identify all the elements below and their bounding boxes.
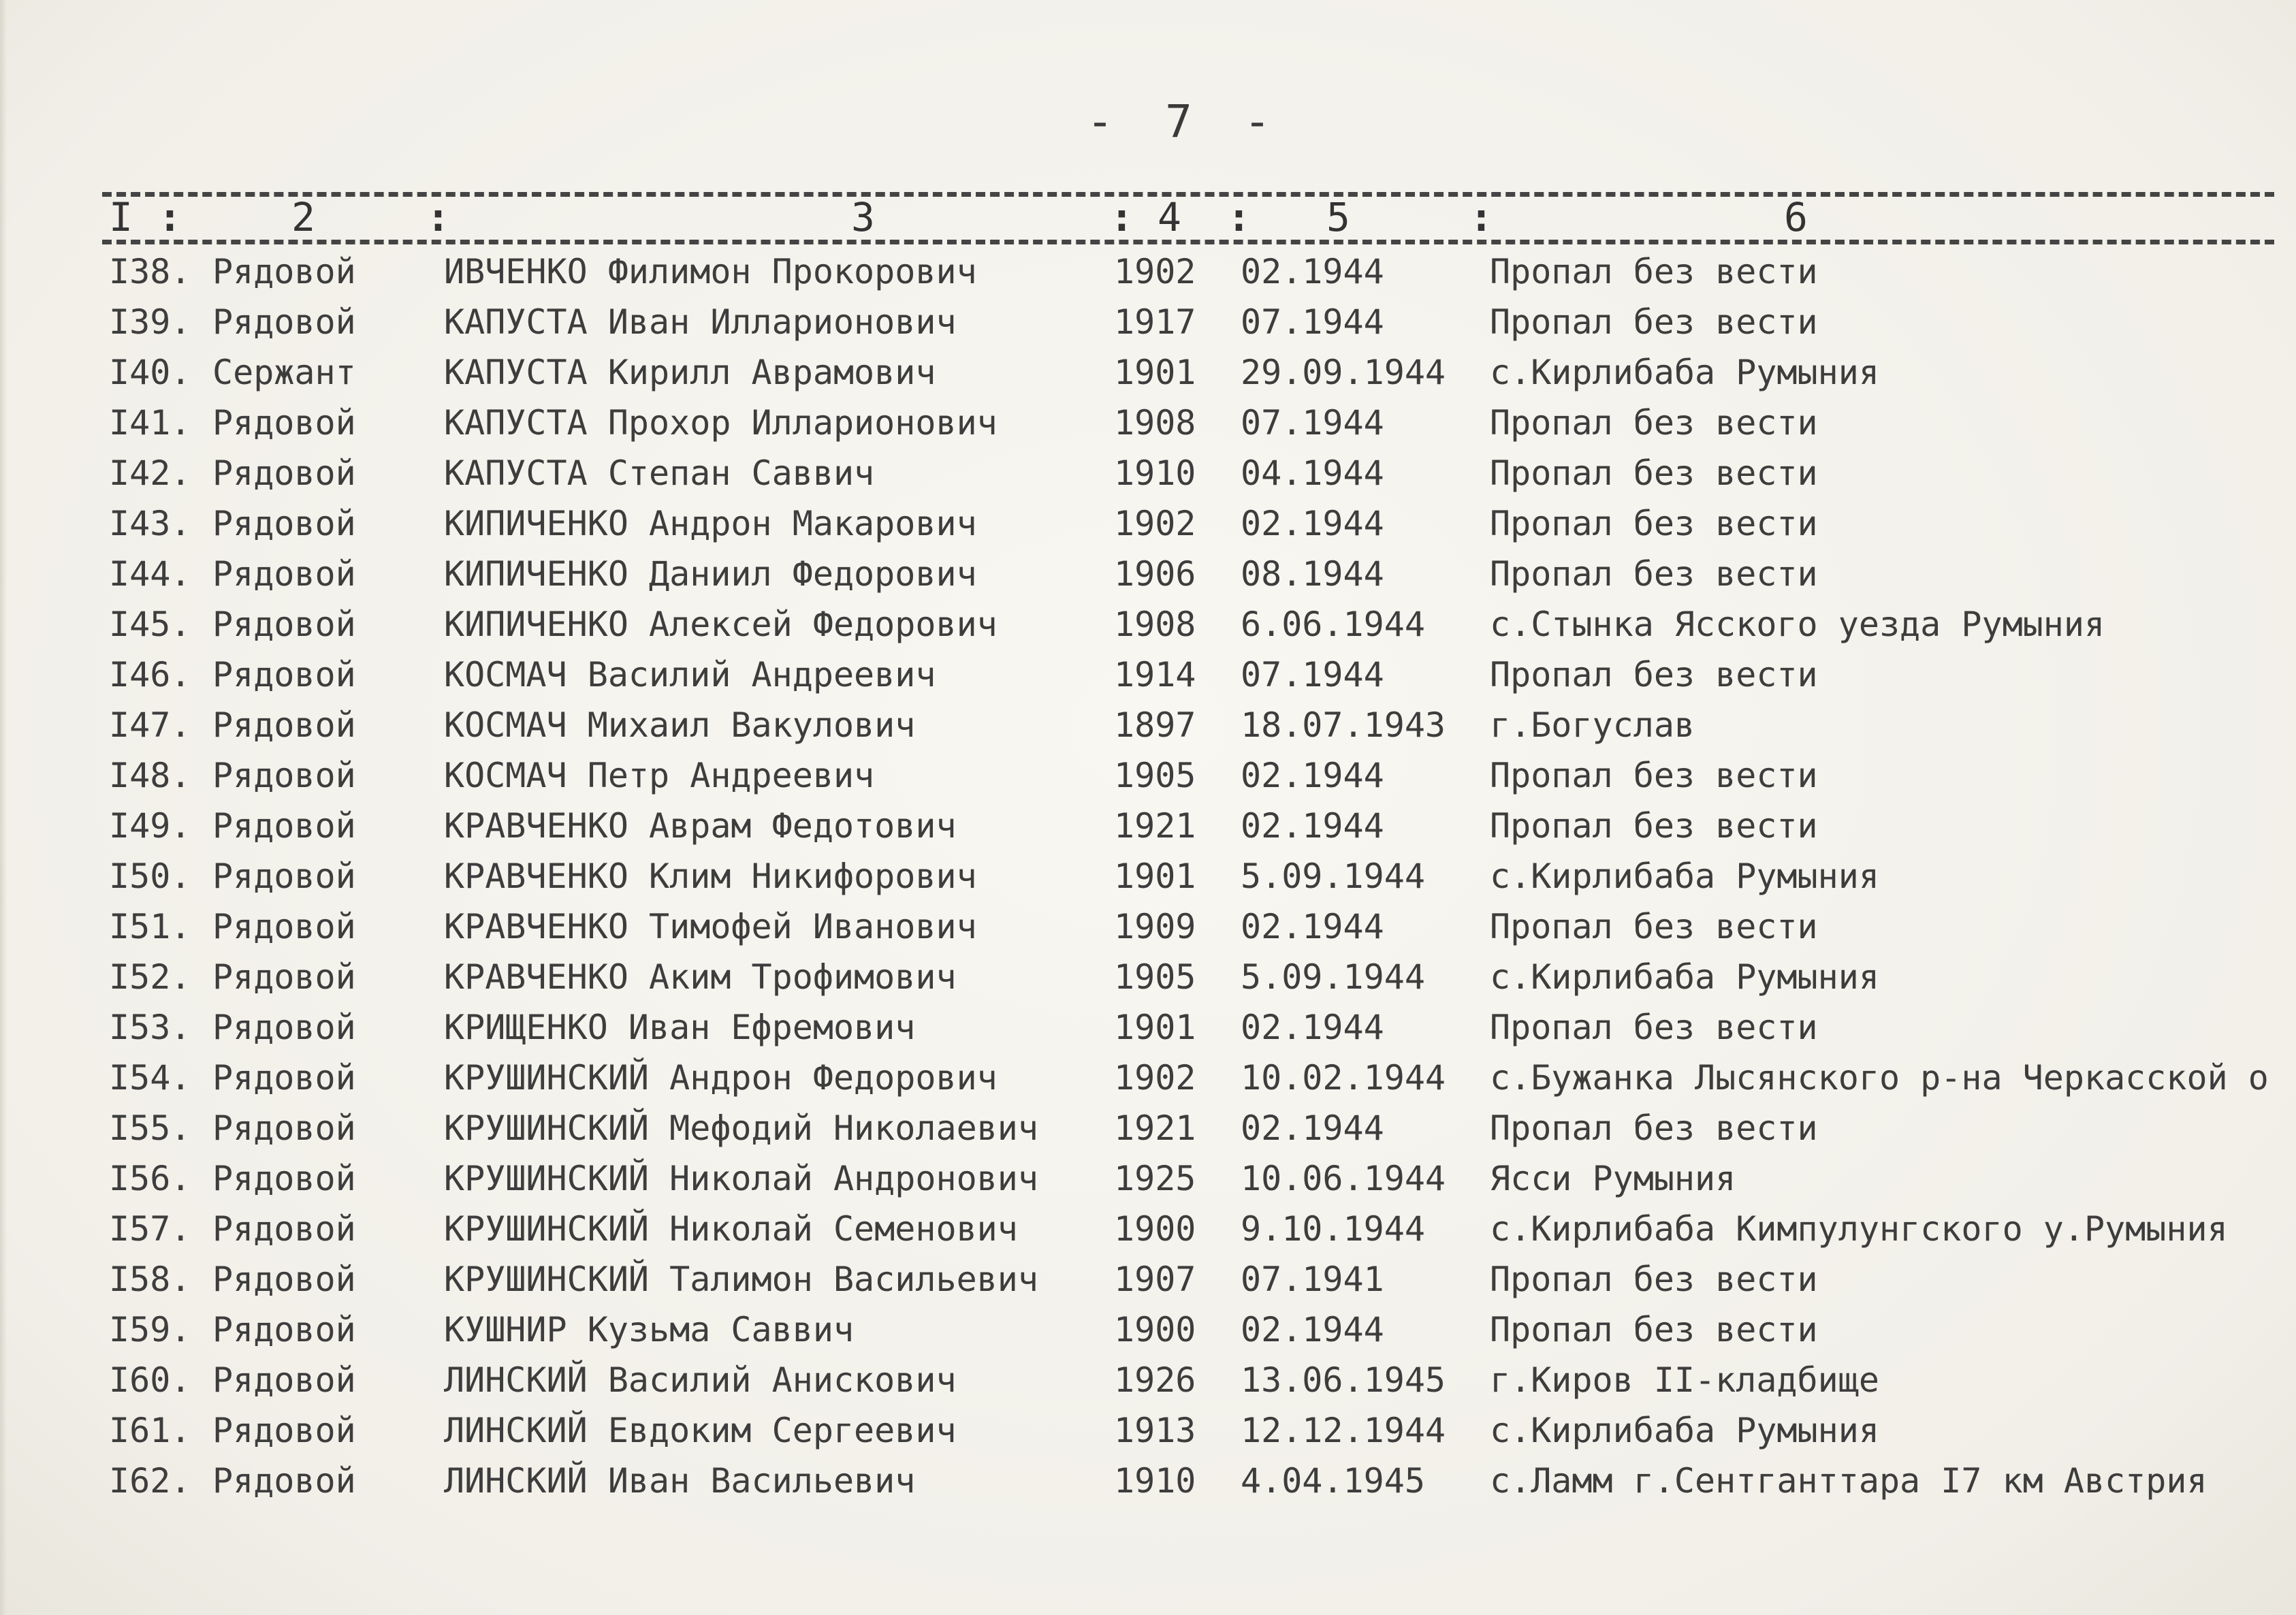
table-row <box>0 1360 2296 1408</box>
entry-rank: Сержант <box>212 353 356 392</box>
column-4-header: 4 <box>1158 194 1181 240</box>
entry-name: КРАВЧЕНКО Тимофей Иванович <box>444 907 977 946</box>
table-row <box>0 1310 2296 1358</box>
entry-fate: Пропал без вести <box>1490 554 1818 594</box>
entry-rank: Рядовой <box>212 302 356 342</box>
entry-fate: Пропал без вести <box>1490 756 1818 795</box>
entry-number: I60. <box>109 1360 191 1400</box>
entry-birth-year: 1897 <box>1114 705 1196 745</box>
entry-name: ЛИНСКИЙ Василий Анискович <box>444 1360 957 1400</box>
entry-fate: с.Бужанка Лысянского р-на Черкасской о <box>1490 1058 2269 1098</box>
entry-number: I62. <box>109 1461 191 1501</box>
entry-fate: с.Кирлибаба Румыния <box>1490 957 1879 997</box>
entry-number: I55. <box>109 1108 191 1148</box>
column-6-header: 6 <box>1784 194 1808 240</box>
entry-number: I47. <box>109 705 191 745</box>
entry-birth-year: 1907 <box>1114 1260 1196 1299</box>
table-row <box>0 1411 2296 1458</box>
entry-fate: с.Стынка Ясского уезда Румыния <box>1490 605 2105 644</box>
entry-rank: Рядовой <box>212 554 356 594</box>
entry-date: 5.09.1944 <box>1241 957 1425 997</box>
entry-name: КОСМАЧ Михаил Вакулович <box>444 705 916 745</box>
entry-rank: Рядовой <box>212 605 356 644</box>
entry-name: КИПИЧЕНКО Андрон Макарович <box>444 504 977 543</box>
entry-name: КРАВЧЕНКО Клим Никифорович <box>444 857 977 896</box>
entry-date: 9.10.1944 <box>1241 1209 1425 1249</box>
entry-date: 6.06.1944 <box>1241 605 1425 644</box>
entry-fate: Пропал без вести <box>1490 1108 1818 1148</box>
table-row <box>0 504 2296 551</box>
entry-birth-year: 1900 <box>1114 1209 1196 1249</box>
entry-birth-year: 1926 <box>1114 1360 1196 1400</box>
entry-birth-year: 1908 <box>1114 605 1196 644</box>
entry-fate: г.Киров II-кладбище <box>1490 1360 1879 1400</box>
entry-fate: с.Ламм г.Сентганттара I7 км Австрия <box>1490 1461 2207 1501</box>
entry-birth-year: 1908 <box>1114 403 1196 443</box>
entry-number: I56. <box>109 1159 191 1198</box>
entry-date: 12.12.1944 <box>1241 1411 1446 1450</box>
entry-fate: Пропал без вести <box>1490 1260 1818 1299</box>
column-separator: : <box>426 194 450 240</box>
entry-date: 13.06.1945 <box>1241 1360 1446 1400</box>
table-row <box>0 1159 2296 1206</box>
table-row <box>0 302 2296 350</box>
table-row <box>0 554 2296 602</box>
entry-name: КРУШИНСКИЙ Николай Семенович <box>444 1209 1018 1249</box>
entry-number: I49. <box>109 806 191 846</box>
entry-date: 5.09.1944 <box>1241 857 1425 896</box>
entry-rank: Рядовой <box>212 1310 356 1349</box>
entry-fate: с.Кирлибаба Румыния <box>1490 857 1879 896</box>
entry-birth-year: 1905 <box>1114 957 1196 997</box>
entry-name: КАПУСТА Кирилл Аврамович <box>444 353 936 392</box>
entry-name: ЛИНСКИЙ Евдоким Сергеевич <box>444 1411 957 1450</box>
entry-number: I38. <box>109 252 191 291</box>
entry-number: I50. <box>109 857 191 896</box>
entry-number: I42. <box>109 453 191 493</box>
column-separator: : <box>1110 194 1134 240</box>
table-row <box>0 1461 2296 1509</box>
entry-number: I59. <box>109 1310 191 1349</box>
entry-date: 10.02.1944 <box>1241 1058 1446 1098</box>
table-row <box>0 756 2296 803</box>
entry-name: КРУШИНСКИЙ Андрон Федорович <box>444 1058 998 1098</box>
entry-rank: Рядовой <box>212 1008 356 1047</box>
entry-rank: Рядовой <box>212 1411 356 1450</box>
table-row <box>0 353 2296 400</box>
column-separator: : <box>158 194 182 240</box>
entry-fate: Пропал без вести <box>1490 1310 1818 1349</box>
entry-birth-year: 1917 <box>1114 302 1196 342</box>
entry-name: КИПИЧЕНКО Алексей Федорович <box>444 605 998 644</box>
entry-birth-year: 1921 <box>1114 806 1196 846</box>
entry-rank: Рядовой <box>212 1058 356 1098</box>
entry-rank: Рядовой <box>212 504 356 543</box>
entry-birth-year: 1913 <box>1114 1411 1196 1450</box>
entry-birth-year: 1925 <box>1114 1159 1196 1198</box>
table-row <box>0 453 2296 501</box>
entry-fate: с.Кирлибаба Румыния <box>1490 1411 1879 1450</box>
entry-fate: Ясси Румыния <box>1490 1159 1736 1198</box>
entry-rank: Рядовой <box>212 907 356 946</box>
entry-date: 02.1944 <box>1241 756 1384 795</box>
entry-rank: Рядовой <box>212 453 356 493</box>
entry-date: 07.1944 <box>1241 403 1384 443</box>
entry-rank: Рядовой <box>212 1461 356 1501</box>
entry-fate: Пропал без вести <box>1490 252 1818 291</box>
entry-name: КРИЩЕНКО Иван Ефремович <box>444 1008 916 1047</box>
entry-number: I48. <box>109 756 191 795</box>
column-2-header: 2 <box>291 194 315 240</box>
entry-birth-year: 1902 <box>1114 504 1196 543</box>
entry-number: I61. <box>109 1411 191 1450</box>
entry-number: I45. <box>109 605 191 644</box>
entry-rank: Рядовой <box>212 705 356 745</box>
entry-number: I39. <box>109 302 191 342</box>
entry-rank: Рядовой <box>212 655 356 694</box>
table-row <box>0 907 2296 955</box>
entry-name: КУШНИР Кузьма Саввич <box>444 1310 855 1349</box>
entry-name: КРАВЧЕНКО Аврам Федотович <box>444 806 957 846</box>
table-row <box>0 1209 2296 1257</box>
entry-date: 02.1944 <box>1241 504 1384 543</box>
entry-number: I54. <box>109 1058 191 1098</box>
entry-birth-year: 1901 <box>1114 353 1196 392</box>
entry-number: I57. <box>109 1209 191 1249</box>
column-separator: : <box>1469 194 1493 240</box>
entry-date: 29.09.1944 <box>1241 353 1446 392</box>
table-header-rule <box>102 240 2274 244</box>
entry-rank: Рядовой <box>212 403 356 443</box>
entry-name: ЛИНСКИЙ Иван Васильевич <box>444 1461 916 1501</box>
entry-birth-year: 1901 <box>1114 857 1196 896</box>
entry-number: I46. <box>109 655 191 694</box>
entry-birth-year: 1902 <box>1114 252 1196 291</box>
entry-fate: Пропал без вести <box>1490 655 1818 694</box>
table-column-header <box>0 194 2296 242</box>
entry-name: КАПУСТА Прохор Илларионович <box>444 403 998 443</box>
entry-number: I40. <box>109 353 191 392</box>
column-separator: : <box>1227 194 1251 240</box>
entry-date: 18.07.1943 <box>1241 705 1446 745</box>
table-row <box>0 403 2296 451</box>
entry-fate: Пропал без вести <box>1490 403 1818 443</box>
entry-date: 08.1944 <box>1241 554 1384 594</box>
column-5-header: 5 <box>1326 194 1350 240</box>
entry-rank: Рядовой <box>212 957 356 997</box>
table-row <box>0 655 2296 703</box>
entry-number: I41. <box>109 403 191 443</box>
entry-date: 02.1944 <box>1241 1008 1384 1047</box>
entry-rank: Рядовой <box>212 1159 356 1198</box>
entry-fate: Пропал без вести <box>1490 302 1818 342</box>
entry-rank: Рядовой <box>212 857 356 896</box>
entry-date: 04.1944 <box>1241 453 1384 493</box>
table-row <box>0 1260 2296 1307</box>
entry-birth-year: 1909 <box>1114 907 1196 946</box>
entry-fate: Пропал без вести <box>1490 504 1818 543</box>
entry-date: 10.06.1944 <box>1241 1159 1446 1198</box>
entry-number: I58. <box>109 1260 191 1299</box>
entry-name: КРУШИНСКИЙ Мефодий Николаевич <box>444 1108 1038 1148</box>
table-row <box>0 1058 2296 1106</box>
table-row <box>0 806 2296 854</box>
entry-fate: с.Кирлибаба Кимпулунгского у.Румыния <box>1490 1209 2228 1249</box>
entry-rank: Рядовой <box>212 806 356 846</box>
entry-birth-year: 1901 <box>1114 1008 1196 1047</box>
entry-rank: Рядовой <box>212 252 356 291</box>
entry-rank: Рядовой <box>212 1360 356 1400</box>
entry-birth-year: 1905 <box>1114 756 1196 795</box>
entry-number: I43. <box>109 504 191 543</box>
entry-name: КАПУСТА Иван Илларионович <box>444 302 957 342</box>
entry-rank: Рядовой <box>212 1209 356 1249</box>
entry-date: 07.1944 <box>1241 302 1384 342</box>
entry-date: 02.1944 <box>1241 806 1384 846</box>
entry-name: КИПИЧЕНКО Даниил Федорович <box>444 554 977 594</box>
entry-date: 02.1944 <box>1241 907 1384 946</box>
entry-fate: Пропал без вести <box>1490 1008 1818 1047</box>
entry-fate: г.Богуслав <box>1490 705 1695 745</box>
entry-number: I44. <box>109 554 191 594</box>
entry-name: КОСМАЧ Василий Андреевич <box>444 655 936 694</box>
entry-name: КРАВЧЕНКО Аким Трофимович <box>444 957 957 997</box>
page-number: - 7 - <box>1086 95 1283 148</box>
table-row <box>0 857 2296 904</box>
column-3-header: 3 <box>851 194 875 240</box>
entry-number: I53. <box>109 1008 191 1047</box>
entry-fate: Пропал без вести <box>1490 806 1818 846</box>
entry-fate: с.Кирлибаба Румыния <box>1490 353 1879 392</box>
entry-birth-year: 1914 <box>1114 655 1196 694</box>
entry-rank: Рядовой <box>212 756 356 795</box>
entry-birth-year: 1910 <box>1114 1461 1196 1501</box>
entry-birth-year: 1900 <box>1114 1310 1196 1349</box>
entry-date: 02.1944 <box>1241 1108 1384 1148</box>
entry-number: I52. <box>109 957 191 997</box>
entry-name: КАПУСТА Степан Саввич <box>444 453 875 493</box>
entry-rank: Рядовой <box>212 1260 356 1299</box>
table-row <box>0 1008 2296 1055</box>
entry-date: 07.1944 <box>1241 655 1384 694</box>
table-row <box>0 705 2296 753</box>
table-row <box>0 605 2296 652</box>
entry-name: КРУШИНСКИЙ Талимон Васильевич <box>444 1260 1038 1299</box>
entry-birth-year: 1921 <box>1114 1108 1196 1148</box>
entry-name: КОСМАЧ Петр Андреевич <box>444 756 875 795</box>
entry-date: 07.1941 <box>1241 1260 1384 1299</box>
entry-fate: Пропал без вести <box>1490 907 1818 946</box>
entry-number: I51. <box>109 907 191 946</box>
entry-birth-year: 1902 <box>1114 1058 1196 1098</box>
entry-name: КРУШИНСКИЙ Николай Андронович <box>444 1159 1038 1198</box>
entry-date: 02.1944 <box>1241 1310 1384 1349</box>
entry-birth-year: 1910 <box>1114 453 1196 493</box>
table-row <box>0 1108 2296 1156</box>
entry-name: ИВЧЕНКО Филимон Прокорович <box>444 252 977 291</box>
entry-fate: Пропал без вести <box>1490 453 1818 493</box>
table-row <box>0 957 2296 1005</box>
column-1-header: I <box>109 194 133 240</box>
entry-date: 02.1944 <box>1241 252 1384 291</box>
entry-birth-year: 1906 <box>1114 554 1196 594</box>
table-row <box>0 252 2296 300</box>
entry-rank: Рядовой <box>212 1108 356 1148</box>
entry-date: 4.04.1945 <box>1241 1461 1425 1501</box>
